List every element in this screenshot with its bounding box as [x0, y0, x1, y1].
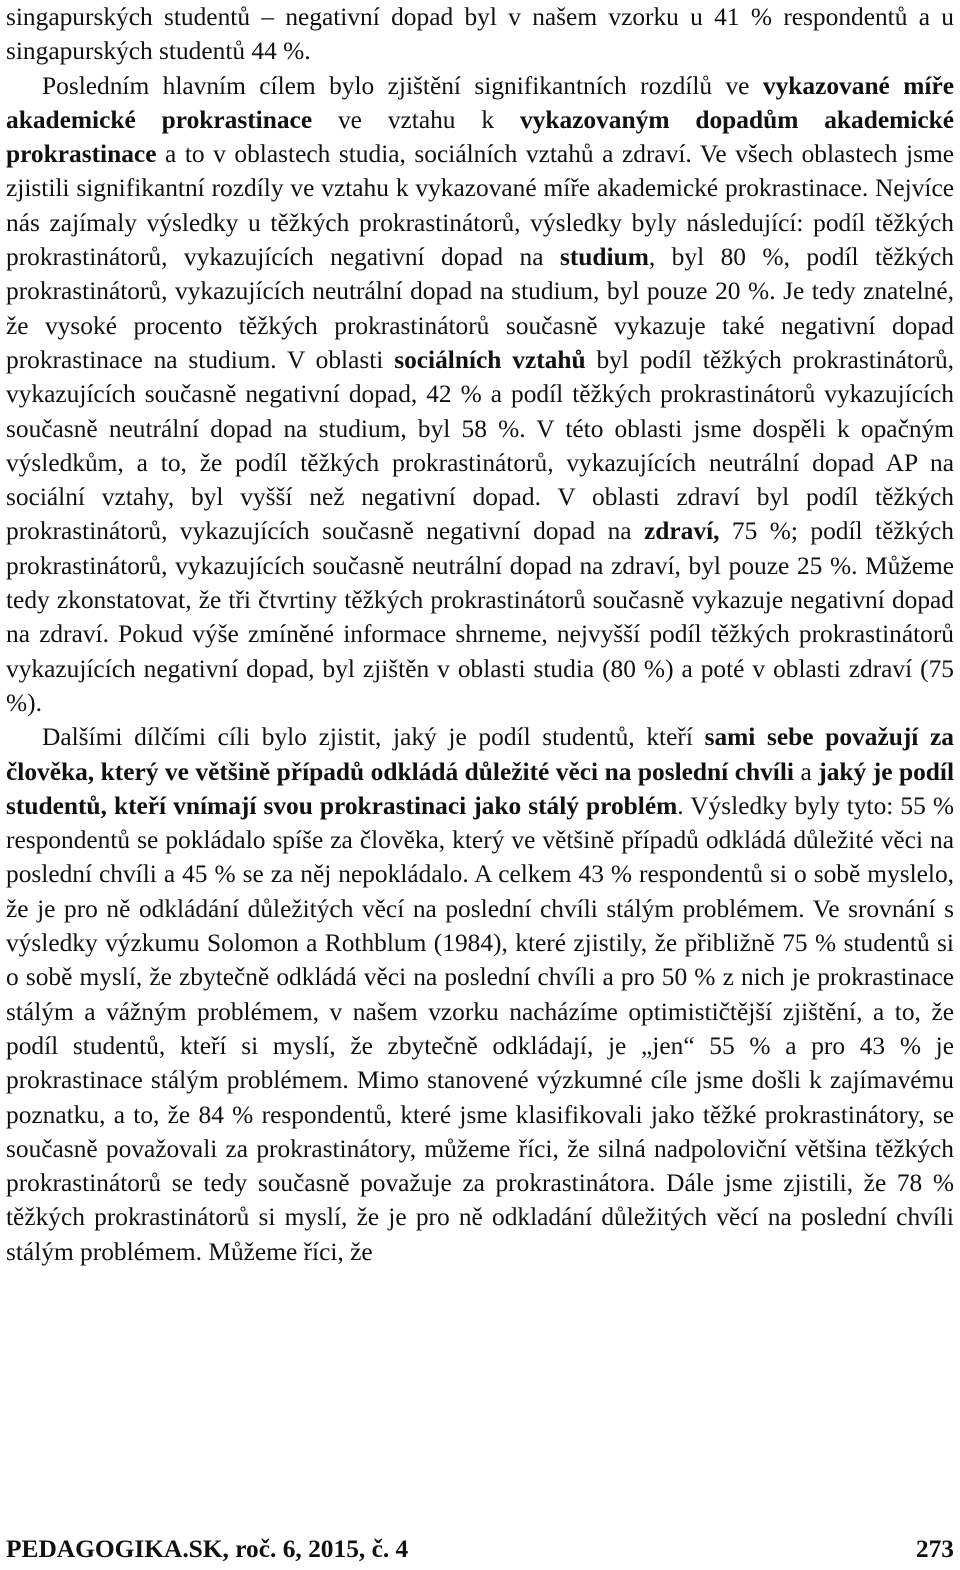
text-run: byl podíl těžkých prokrastinátorů, vykazujících současně negativní dopad, 42 % a podíl těžkých prokrastinátorů vykazujících současně neutrální dopad na studium, byl 58 %. V této oblasti jsme dospěli k opačným výsledkům, a to, že podíl těžkých prokrastinátorů, vykazujících neutrální dopad AP na sociální vztahy, byl vyšší než negativní dopad. V oblasti zdraví byl podíl těžkých prokrastinátorů, vykazujících současně negativní dopad na [6, 345, 955, 546]
text-run: Dalšími dílčími cíli bylo zjistit, jaký je podíl studentů, kteří [42, 723, 705, 752]
bold-text-run: zdraví, [644, 517, 720, 546]
bold-text-run: sociálních vztahů [394, 345, 586, 374]
text-run: . Výsledky byly tyto: 55 % respondentů se pokládalo spíše za člověka, který ve většině případů odkládá důležité věci na poslední chvíli a 45 % se za něj nepokládalo. A celkem 43 % respondentů si o sobě myslelo, že je pro ně odkládání důležitých věcí na poslední chvíli stálým problémem. Ve srovnání s výsledky výzkumu Solomon a Rothblum (1984), které zjistily, že přibližně 75 % studentů si o sobě myslí, že zbytečně odkládá věci na poslední chvíli a pro 50 % z nich je prokrastinace stálým a vážným problémem, v našem vzorku nacházíme optimističtější zjištění, a to, že podíl studentů, kteří si myslí, že zbytečně odkládají, je „jen“ 55 % a pro 43 % je prokrastinace stálým problémem. Mimo stanovené výzkumné cíle jsme došli k zajímavému poznatku, a to, že 84 % respondentů, které jsme klasifikovali jako těžké prokrastinátory, se současně považovali za prokrastinátory, můžeme říci, že silná nadpoloviční většina těžkých prokrastinátorů se tedy současně považuje za prokrastinátora. Dále jsme zjistili, že 78 % těžkých prokrastinátorů si myslí, že je pro ně odkladání důležitých věcí na poslední chvíli stálým problémem. Můžeme říci, že [6, 791, 954, 1266]
paragraph-2 [6, 69, 954, 721]
text-run: a [793, 757, 819, 786]
text-run: 75 %; podíl těžkých prokrastinátorů, vykazujících současně neutrální dopad na zdraví, byl pouze 25 %. Můžeme tedy zkonstatovat, že tři čtvrtiny těžkých prokrastinátorů současně vykazuje negativní dopad na zdraví. Pokud výše zmíněné informace shrneme, nejvyšší podíl těžkých prokrastinátorů vykazujících negativní dopad, byl zjištěn v oblasti studia (80 %) a poté v oblasti zdraví (75 %). [6, 517, 954, 717]
bold-text-run: vykazované míře akademické prokrastinace [6, 71, 954, 134]
text-run: ve vztahu k [312, 105, 520, 134]
bold-text-run: vykazovaným dopadům akademické prokrastinace [6, 105, 954, 169]
bold-text-run: studium [559, 243, 649, 272]
text-run: Posledním hlavním cílem bylo zjištění signifikantních rozdílů ve [42, 71, 763, 100]
text-run: , byl 80 %, podíl těžkých prokrastinátorů, vykazujících neutrální dopad na studium, byl pouze 20 %. Je tedy znatelné, že vysoké procento těžkých prokrastinátorů současně vykazuje také negativní dopad prokrastinace na studium. V oblasti [6, 243, 954, 374]
bold-text-run: sami sebe považují za člověka, který ve většině případů odkládá důležité věci na poslední chvíli [6, 723, 954, 786]
page-footer [6, 1532, 954, 1566]
paragraph-1 [6, 0, 954, 69]
journal-citation: PEDAGOGIKA.SK, roč. 6, 2015, č. 4 [6, 1535, 409, 1563]
bold-text-run: jaký je podíl studentů, kteří vnímají svou prokrastinaci jako stálý problém [6, 757, 955, 820]
paragraph-3 [6, 720, 954, 1269]
text-run: singapurských studentů – negativní dopad byl v našem vzorku u 41 % respondentů a u singapurských studentů 44 %. [6, 3, 954, 66]
page-number: 273 [915, 1535, 954, 1563]
text-run: a to v oblastech studia, sociálních vztahů a zdraví. Ve všech oblastech jsme zjistili signifikantní rozdíly ve vztahu k vykazované míře akademické prokrastinace. Nejvíce nás zajímaly výsledky u těžkých prokrastinátorů, výsledky byly následující: podíl těžkých prokrastinátorů, vykazujících negativní dopad na [6, 140, 954, 272]
article-body [6, 0, 954, 1269]
